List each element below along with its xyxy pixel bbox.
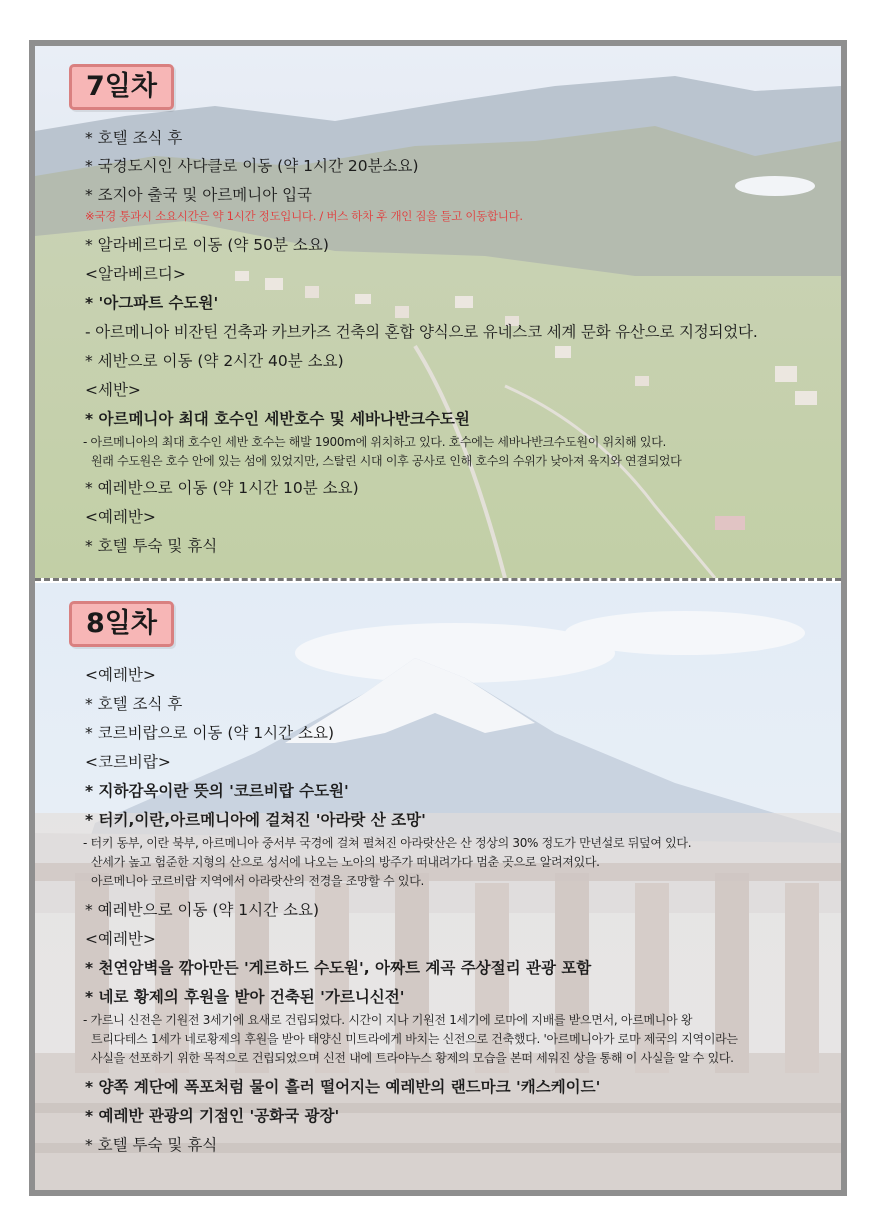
day7-haghpat-desc: - 아르메니아 비잔틴 건축과 카브카즈 건축의 혼합 양식으로 유네스코 세계 문화 유산으로 지정되었다. [85, 323, 758, 341]
section-divider [35, 578, 841, 581]
day7-line-1: * 호텔 조식 후 [85, 129, 183, 147]
day8-garni-desc-3: 사실을 선포하기 위한 목적으로 건립되었으며 신전 내에 트라야누스 황제의 모습을 본떠 세워진 상을 통해 이 사실을 알 수 있다. [91, 1051, 734, 1065]
day7-place-sevan: <세반> [85, 381, 141, 399]
day8-geghard-monastery: * 천연암벽을 깎아만든 '게르하드 수도원', 아짜트 계곡 주상절리 관광 포함 [85, 959, 592, 977]
day8-place-yerevan: <예레반> [85, 666, 156, 684]
day8-ararat-desc-3: 아르메니아 코르비랍 지역에서 아라랏산의 전경을 조망할 수 있다. [91, 874, 425, 888]
day8-ararat-desc-1: - 터키 동부, 이란 북부, 아르메니아 중서부 국경에 걸쳐 펼쳐진 아라랏산은 산 정상의 30% 정도가 만년설로 뒤덮여 있다. [83, 836, 692, 850]
day8-khor-virap-monastery: * 지하감옥이란 뜻의 '코르비랍 수도원' [85, 782, 349, 800]
day7-line-2: * 국경도시인 사다클로 이동 (약 1시간 20분소요) [85, 157, 419, 175]
day8-cascade: * 양쪽 계단에 폭포처럼 물이 흘러 떨어지는 예레반의 랜드마크 '캐스케이드' [85, 1078, 601, 1096]
day8-line-19: * 호텔 투숙 및 휴식 [85, 1136, 218, 1154]
day8-line-10: * 예레반으로 이동 (약 1시간 소요) [85, 901, 320, 919]
day7-haghpat-monastery: * '아그파트 수도원' [85, 294, 219, 312]
day7-title: 7일차 [69, 64, 174, 110]
day7-sevan-desc-2: 원래 수도원은 호수 안에 있는 섬에 있었지만, 스탈린 시대 이후 공사로 인해 호수의 수위가 낮아져 육지와 연결되었다 [91, 454, 682, 468]
day8-garni-desc-2: 트리다테스 1세가 네로황제의 후원을 받아 태양신 미트라에게 바치는 신전으로 건축했다. '아르메니아가 로마 제국의 지역이라는 [91, 1032, 738, 1046]
day8-ararat-view: * 터키,이란,아르메니아에 걸쳐진 '아라랏 산 조망' [85, 811, 426, 829]
day8-line-3: * 코르비랍으로 이동 (약 1시간 소요) [85, 724, 334, 742]
day7-line-3: * 조지아 출국 및 아르메니아 입국 [85, 186, 313, 204]
day8-title: 8일차 [69, 601, 174, 647]
day7-line-9: * 세반으로 이동 (약 2시간 40분 소요) [85, 352, 344, 370]
day7-place-yerevan: <예레반> [85, 508, 156, 526]
day7-line-5: * 알라베르디로 이동 (약 50분 소요) [85, 236, 329, 254]
day8-section [35, 583, 841, 1190]
day8-place-yerevan-2: <예레반> [85, 930, 156, 948]
day7-sevan-lake: * 아르메니아 최대 호수인 세반호수 및 세바나반크수도원 [85, 410, 470, 428]
day7-section [35, 46, 841, 578]
day8-line-2: * 호텔 조식 후 [85, 695, 183, 713]
day7-place-alaverdi: <알라베르디> [85, 265, 186, 283]
day8-garni-temple: * 네로 황제의 후원을 받아 건축된 '가르니신전' [85, 988, 405, 1006]
day8-garni-desc-1: - 가르니 신전은 기원전 3세기에 요새로 건립되었다. 시간이 지나 기원전 1세기에 로마에 지배를 받으면서, 아르메니아 왕 [83, 1013, 693, 1027]
day7-sevan-desc-1: - 아르메니아의 최대 호수인 세반 호수는 해발 1900m에 위치하고 있다. 호수에는 세바나반크수도원이 위치해 있다. [83, 435, 667, 449]
day7-line-16: * 호텔 투숙 및 휴식 [85, 537, 218, 555]
day7-line-14: * 예레반으로 이동 (약 1시간 10분 소요) [85, 479, 359, 497]
day8-republic-square: * 예레반 관광의 기점인 '공화국 광장' [85, 1107, 340, 1125]
day8-ararat-desc-2: 산세가 높고 험준한 지형의 산으로 성서에 나오는 노아의 방주가 떠내려가다 멈춘 곳으로 알려져있다. [91, 855, 600, 869]
day7-border-notice: ※국경 통과시 소요시간은 약 1시간 정도입니다. / 버스 하차 후 개인 짐을 들고 이동합니다. [85, 209, 523, 223]
day8-place-khor-virap: <코르비랍> [85, 753, 171, 771]
itinerary-frame [29, 40, 847, 1196]
